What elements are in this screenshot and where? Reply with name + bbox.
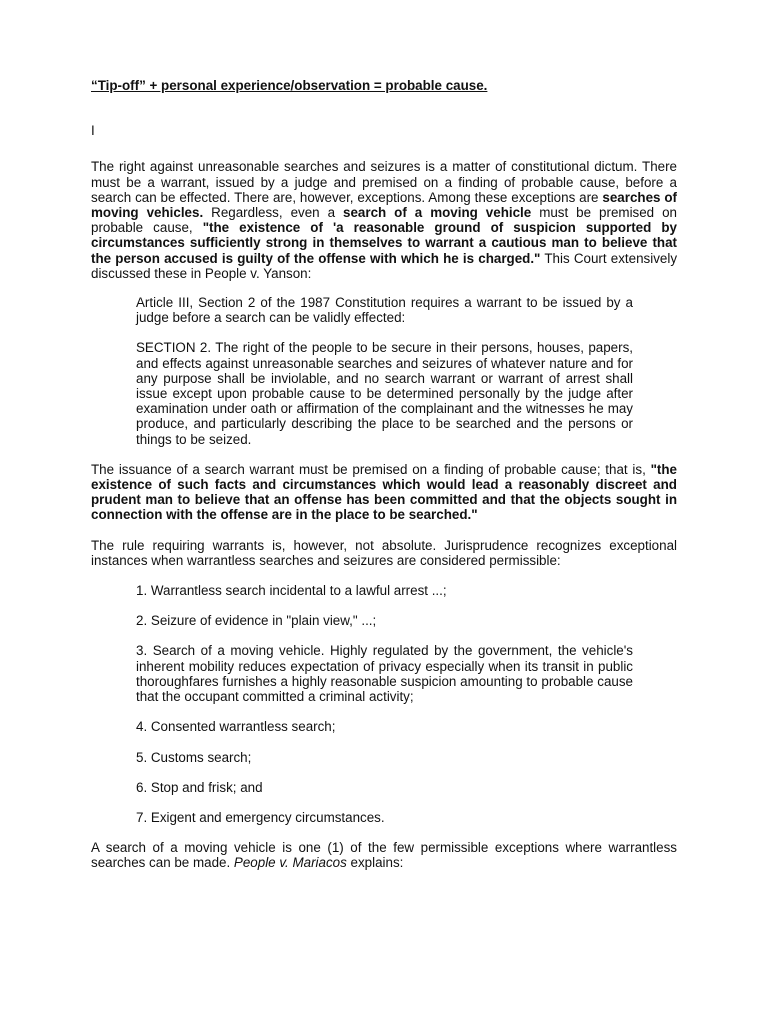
paragraph-1-text-2: Regardless, even a [203, 205, 344, 221]
paragraph-1-text-1: The right against unreasonable searches and seizures is a matter of constitutional dictum. There must be a warrant, issued by a judge and premised on a finding of probable cause, before a search can be effected. There are, however, exceptions. Among these exceptions are [91, 159, 677, 205]
section-numeral: I [91, 123, 95, 139]
paragraph-3: The rule requiring warrants is, however, not absolute. Jurisprudence recognizes exceptional instances when warrantless searches and seizures are considered permissible: [91, 537, 677, 568]
quote-paragraph-2: SECTION 2. The right of the people to be secure in their persons, houses, papers, and effects against unreasonable searches and seizures of whatever nature and for any purpose shall be inviolable, and no search warrant or warrant of arrest shall issue except upon probable cause to be determined personally by the judge after examination under oath or affirmation of the complainant and the witnesses he may produce, and particularly describing the place to be searched and the persons or things to be seized. [136, 340, 633, 447]
list-item-7: 7. Exigent and emergency circumstances. [136, 809, 385, 825]
paragraph-1 [91, 159, 677, 281]
paragraph-1-bold-1: searches of moving vehicles. [91, 189, 678, 221]
paragraph-2-bold-1: "the existence of such facts and circumstances which would lead a reasonably discreet and prudent man to believe that an offense has been committed and that the objects sought in connection with the offense are in the place to be searched." [91, 461, 677, 523]
paragraph-4 [91, 840, 677, 870]
paragraph-1-bold-3: "the existence of 'a reasonable ground of suspicion supported by circumstances sufficiently strong in themselves to warrant a cautious man to believe that the person accused is guilty of the offense with which he is charged." [91, 220, 677, 266]
list-item-2: 2. Seizure of evidence in "plain view," ...; [136, 613, 377, 629]
quote-paragraph-1: Article III, Section 2 of the 1987 Constitution requires a warrant to be issued by a judge before a search can be validly effected: [136, 295, 633, 326]
list-item-4: 4. Consented warrantless search; [136, 719, 336, 735]
paragraph-4-case-name: People v. Mariacos [233, 855, 347, 871]
paragraph-1-text-4: This Court extensively discussed these in People v. Yanson: [91, 250, 678, 281]
document-page [91, 78, 677, 871]
paragraph-2-text-1: The issuance of a search warrant must be premised on a finding of probable cause; that is, [91, 461, 651, 477]
list-item-3: 3. Search of a moving vehicle. Highly regulated by the government, the vehicle's inherent mobility reduces expectation of privacy especially when its transit in public thoroughfares furnishes a highly reasonable suspicion amounting to probable cause that the occupant committed a criminal activity; [136, 643, 633, 705]
list-item-6: 6. Stop and frisk; and [136, 779, 263, 795]
paragraph-1-bold-2: search of a moving vehicle [343, 205, 532, 221]
list-item-1: 1. Warrantless search incidental to a lawful arrest ...; [136, 583, 447, 599]
document-title: “Tip-off” + personal experience/observation = probable cause. [91, 78, 488, 93]
paragraph-2 [91, 462, 677, 523]
paragraph-1-text-3: must be premised on probable cause, [91, 205, 677, 236]
paragraph-4-text-2: explains: [346, 855, 404, 871]
paragraph-4-text-1: A search of a moving vehicle is one (1) of the few permissible exceptions where warrantless searches can be made. [91, 840, 677, 871]
list-item-5: 5. Customs search; [136, 749, 252, 765]
